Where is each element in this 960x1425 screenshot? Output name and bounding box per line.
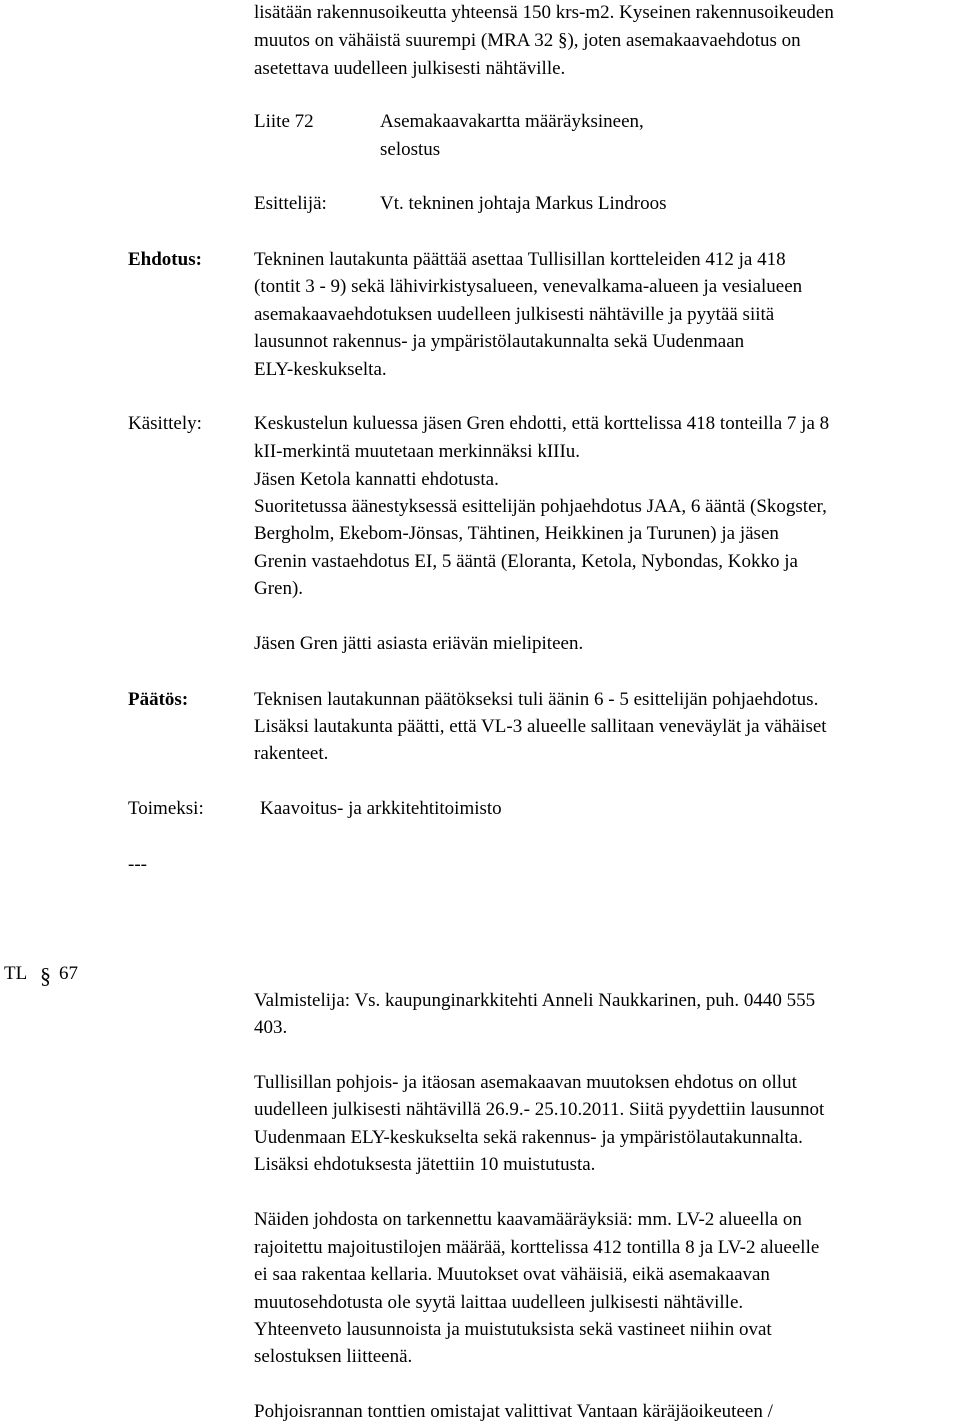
text-line: Keskustelun kuluessa jäsen Gren ehdotti, että korttelissa 418 tonteilla 7 ja 8: [254, 413, 830, 434]
presenter-name: Vt. tekninen johtaja Markus Lindroos: [380, 193, 667, 214]
text-line: Pohjoisrannan tonttien omistajat valittivat Vantaan käräjäoikeuteen /: [254, 1401, 773, 1422]
text-line: selostuksen liitteenä.: [254, 1346, 413, 1367]
text-line: ELY-keskukselta.: [254, 359, 387, 380]
text-line: uudelleen julkisesti nähtävillä 26.9.- 25.10.2011. Siitä pyydettiin lausunnot: [254, 1099, 825, 1120]
text-line: Lisäksi ehdotuksesta jätettiin 10 muistutusta.: [254, 1154, 596, 1175]
text-line: asemakaavaehdotuksen uudelleen julkisesti nähtäville ja pyytää siitä: [254, 304, 775, 325]
text-line: lisätään rakennusoikeutta yhteensä 150 krs-m2. Kyseinen rakennusoikeuden: [254, 2, 834, 23]
action-label: Toimeksi:: [128, 798, 204, 819]
text-line: (tontit 3 - 9) sekä lähivirkistysalueen, venevalkama-alueen ja vesialueen: [254, 276, 803, 297]
text-line: rakenteet.: [254, 743, 329, 764]
text-line: Jäsen Ketola kannatti ehdotusta.: [254, 469, 499, 490]
text-line: Bergholm, Ekebom-Jönsas, Tähtinen, Heikkinen ja Turunen) ja jäsen: [254, 523, 779, 544]
text-line: 403.: [254, 1017, 288, 1038]
section-separator: ---: [128, 854, 147, 875]
text-line: Gren).: [254, 578, 304, 599]
handling-label: Käsittely:: [128, 413, 202, 434]
text-line: lausunnot rakennus- ja ympäristölautakunnalta sekä Uudenmaan: [254, 331, 745, 352]
text-line: Lisäksi lautakunta päätti, että VL-3 alueelle sallitaan veneväylät ja vähäiset: [254, 716, 827, 737]
section-symbol: §: [40, 963, 51, 988]
proposal-label: Ehdotus:: [128, 249, 202, 270]
text-line: muutos on vähäistä suurempi (MRA 32 §), joten asemakaavaehdotus on: [254, 30, 801, 51]
attachment-label: Liite 72: [254, 111, 314, 132]
text-line: Yhteenveto lausunnoista ja muistutuksista sekä vastineet niihin ovat: [254, 1319, 772, 1340]
text-line: Valmistelija: Vs. kaupunginarkkitehti Anneli Naukkarinen, puh. 0440 555: [254, 990, 816, 1011]
text-line: Tullisillan pohjois- ja itäosan asemakaavan muutoksen ehdotus on ollut: [254, 1072, 797, 1093]
section-prefix: TL: [4, 963, 28, 984]
presenter-label: Esittelijä:: [254, 193, 327, 214]
text-line: Tekninen lautakunta päättää asettaa Tullisillan kortteleiden 412 ja 418: [254, 249, 786, 270]
text-line: Näiden johdosta on tarkennettu kaavamääräyksiä: mm. LV-2 alueella on: [254, 1209, 802, 1230]
dissent-note: Jäsen Gren jätti asiasta eriävän mielipiteen.: [254, 633, 584, 654]
text-line: Grenin vastaehdotus EI, 5 ääntä (Eloranta, Ketola, Nybondas, Kokko ja: [254, 551, 798, 572]
text-line: Uudenmaan ELY-keskukselta sekä rakennus- ja ympäristölautakunnalta.: [254, 1127, 803, 1148]
text-line: Suoritetussa äänestyksessä esittelijän pohjaehdotus JAA, 6 ääntä (Skogster,: [254, 496, 827, 517]
attachment-title: Asemakaavakartta määräyksineen,: [380, 111, 644, 132]
text-line: asetettava uudelleen julkisesti nähtäville.: [254, 58, 566, 79]
text-line: kII-merkintä muutetaan merkinnäksi kIIIu.: [254, 441, 581, 462]
action-recipient: Kaavoitus- ja arkkitehtitoimisto: [260, 798, 502, 819]
text-line: rajoitettu majoitustilojen määrää, korttelissa 412 tontilla 8 ja LV-2 alueelle: [254, 1237, 820, 1258]
decision-label: Päätös:: [128, 689, 189, 710]
text-line: muutosehdotusta ole syytä laittaa uudelleen julkisesti nähtäville.: [254, 1292, 744, 1313]
attachment-title: selostus: [380, 139, 441, 160]
text-line: ei saa rakentaa kellaria. Muutokset ovat vähäisiä, eikä asemakaavan: [254, 1264, 770, 1285]
section-number: 67: [59, 963, 78, 984]
text-line: Teknisen lautakunnan päätökseksi tuli äänin 6 - 5 esittelijän pohjaehdotus.: [254, 689, 819, 710]
